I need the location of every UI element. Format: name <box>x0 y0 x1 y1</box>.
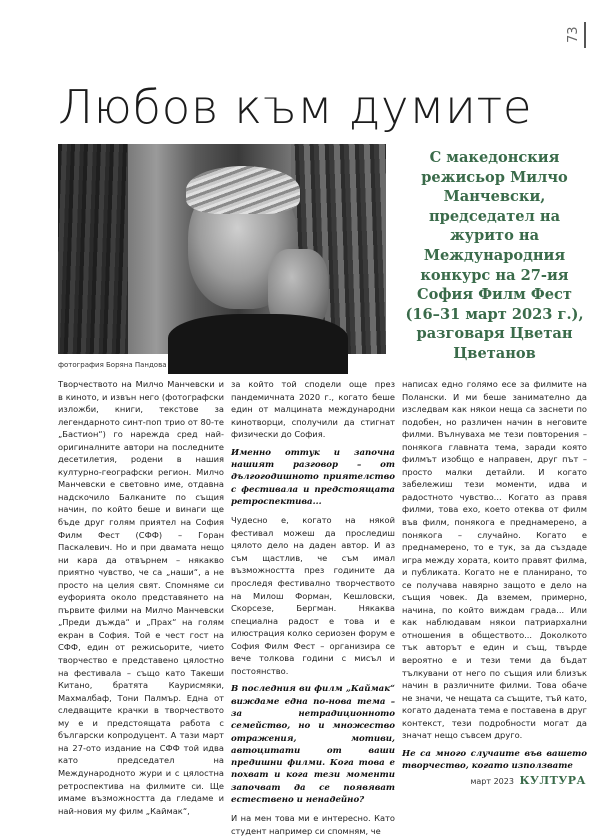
article-column-1 <box>58 378 224 816</box>
issue-date: март 2023 <box>470 777 514 786</box>
photo-credit: фотография Боряна Пандова <box>58 361 167 369</box>
page-footer <box>470 774 586 787</box>
tree-trunk-left <box>58 144 128 354</box>
paragraph: за който той сподели още през пандемичната 2020 г., когато беше един от малцината международни кинотворци, сполучили да стигнат физически до София. <box>231 379 395 440</box>
portrait-jacket <box>168 314 348 374</box>
interview-question: В последния ви филм „Каймак“ виждаме една по-нова тема – за нетрадиционното семейство, но и множество отражения, мотиви, автоцитати от ваши предишни филми. Кога това е похват и кога тези моменти започват да се появяват естествено и ненадейно? <box>231 684 395 805</box>
page-number: 73 <box>566 22 586 48</box>
interview-question: Не са много случаите във вашето творчество, когато използвате <box>402 748 587 772</box>
portrait-photo <box>58 144 386 354</box>
article-column-2 <box>231 378 395 836</box>
magazine-brand: КУЛТУРА <box>519 774 586 787</box>
article-column-3 <box>402 378 587 773</box>
lead-intro: С македонския режисьор Милчо Манчевски, председател на журито на Международния конкурс на 27-ия София Филм Фест (16–31 март 2023 г.), разговаря Цветан Цветанов <box>405 149 584 362</box>
paragraph: Творчеството на Милчо Манчевски и в киното, и извън него (фотографски изложби, книги, текстове за легендарното синт-поп трио от 80-те „Бастион“) го нарежда сред най-оригиналните автори на последните десетилетия, родени в нашия културно-географски регион. Милчо Манчевски е световно име, отдавна надскочило Балканите по същия начин, по който беше и винаги ще бъде друг голям приятел на София Филм Фест (СФФ) – Горан Паскалевич. Но и при двамата нещо ни кара да отвърнем – някакво приятно чувство, че са „наши“, а не просто на целия свят. Спомняме си еуфорията около представянето на първите филми на Милчо Манчевски „Преди дъжда“ и „Прах“ на голям екран в София. Той е чест гост на СФФ, един от режисьорите, чието творчество е представено цялостно на фестивала – също като Такеши Китано, братята Каурисмяки, Махмалбаф, Тони Палмър. Една от следващите крачки в творчеството му е и предстоящата работа с български копродуцент. А тази март на 27-ото издание на СФФ той идва като председател на Международното жури и с цялостна ретроспектива на филмите си. Ще имаме възможността да гледаме и най-новия му филм „Каймак“, <box>58 379 224 816</box>
paragraph: И на мен това ми е интересно. Като студент например си спомням, че <box>231 813 395 836</box>
article-headline: Любов към думите <box>58 80 533 134</box>
interview-question: Именно оттук и започна нашият разговор – от дългогодишното приятелство с фестивала и предстоящата ретроспектива... <box>231 447 395 507</box>
paragraph: написах едно голямо есе за филмите на Полански. И ми беше занимателно да изследвам как някои неща са заснети по подобен, но различен начин в неговите филми. Вълнуваха ме тези повторения – понякога главната тема, заради която филмът изобщо е направен, друг път – просто малки детайли. И когато забележиш тези моменти, идва и радостното чувство... Когато аз правя филми, това ехо, което отеква от филм във филм, понякога е преднамерено, а понякога – случайно. Когато е преднамерено, то е тук, за да създаде игра между хората, които правят филма, и публиката. Когато не е планирано, то се получава навярно защото е дело на същия човек. Да вземем, примерно, начина, по който виждам града... Или как наблюдавам някои патриархални отношения в обществото... Доколкото тък авторът е един и същ, твърде вероятно е и тези теми да бъдат тълкувани от него по същия или близък начин в различните филми. Това обаче не значи, че нещата са същите, тъй като, когато дадената тема е поставена в друг контекст, тези подробности могат да значат нещо съвсем друго. <box>402 379 587 741</box>
portrait-hair <box>186 166 300 214</box>
paragraph: Чудесно е, когато на някой фестивал можеш да проследиш цялото дело на даден автор. И аз съм щастлив, че съм имал възможността през годините да проследя фестивално творчеството на Милош Форман, Кешловски, Скорсезе, Бергман. Някаква специална радост е това и е илюстрация колко сериозен форум е София Филм Фест – организира се вече толкова години с мисъл и постоянство. <box>231 515 395 676</box>
